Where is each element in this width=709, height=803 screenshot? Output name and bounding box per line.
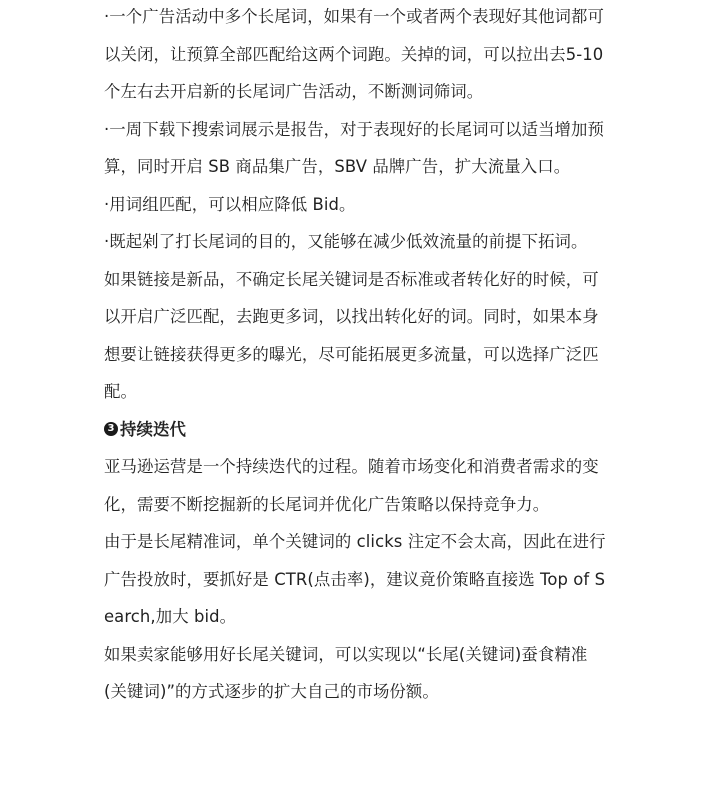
paragraph-phrase-match: ·用词组匹配，可以相应降低 Bid。 [104,194,356,214]
paragraph-broad-match: 如果链接是新品，不确定长尾关键词是否标准或者转化好的时候，可以开启广泛匹配，去跑更多词，以找出转化好的词。同时，如果本身想要让链接获得更多的曝光，尽可能拓展更多流量，可以选择广泛匹配。 [104,269,599,401]
paragraph-search-term-report: ·一周下载下搜索词展示是报告，对于表现好的长尾词可以适当增加预算，同时开启 SB 商品集广告，SBV 品牌广告，扩大流量入口。 [104,119,605,176]
paragraph-ctr-strategy: 由于是长尾精准词，单个关键词的 clicks 注定不会太高，因此在进行广告投放时，要抓好是 CTR(点击率)，建议竟价策略直接选 Top of Search,加大 bid。 [104,532,606,626]
paragraph-continuous-iteration: 亚马逊运营是一个持续迭代的过程。随着市场变化和消费者需求的变化，需要不断挖掘新的长尾词并优化广告策略以保持竞争力。 [104,457,599,514]
section-heading [104,411,609,449]
paragraph-expand-keywords: ·既起剁了打长尾词的目的，又能够在减少低效流量的前提下拓词。 [104,232,588,251]
article-body [104,0,609,711]
section-heading-title: 持续迭代 [120,419,186,439]
paragraph-market-share: 如果卖家能够用好长尾关键词，可以实现以“长尾(关键词)蚕食精准(关键词)”的方式逐步的扩大自己的市场份额。 [104,644,588,701]
circled-number-icon: 3 [104,422,118,436]
paragraph-close-keywords: ·一个广告活动中多个长尾词，如果有一个或者两个表现好其他词都可以关闭，让预算全部匹配给这两个词跑。关掉的词，可以拉出去5-10 个左右去开启新的长尾词广告活动，不断测词筛词。 [104,7,605,101]
